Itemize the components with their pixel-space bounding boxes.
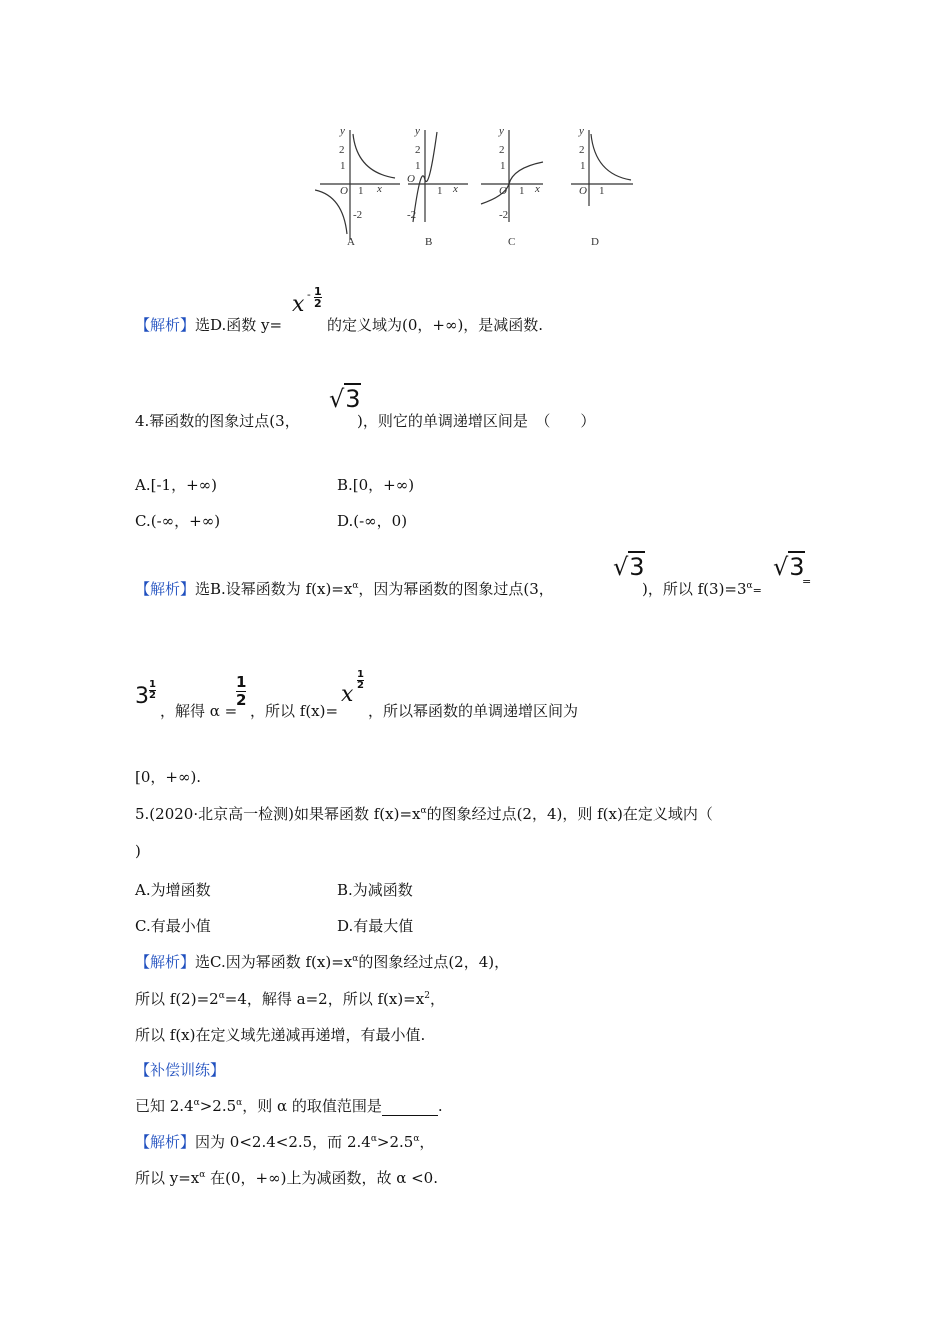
q3-expr-base: x: [292, 292, 305, 317]
extra-solution-line2: [135, 1167, 438, 1188]
q4-sol-x-exp: [357, 670, 364, 691]
q4-sol-exp-half: [149, 680, 156, 701]
q5-stem-line2: ): [135, 842, 141, 860]
graph-c-tick-x1: 1: [519, 185, 525, 197]
q4-option-d: D.(-∞，0): [337, 512, 408, 530]
graph-c: [481, 130, 543, 222]
q3-exp-den: 2: [314, 297, 322, 310]
graph-c-tick-2: 2: [499, 144, 505, 156]
q4-sol-alpha-den: 2: [236, 691, 247, 709]
q4-sol-p3: )，所以 f(3)=3: [642, 580, 747, 598]
q5-sol-l2sup: 2: [424, 991, 430, 1001]
graph-c-tick-neg2: -2: [499, 209, 509, 221]
q4-sol-alpha-num: 1: [236, 673, 247, 691]
graph-d-origin: O: [579, 185, 587, 197]
graph-d-tick-1: 1: [580, 160, 586, 172]
q4-sol-p9: [0，+∞).: [135, 768, 202, 786]
q4-sol-sqrt-arg-2: 3: [789, 553, 805, 581]
q3-solution-text: 选D.函数 y=: [195, 316, 283, 334]
extra-q-a: 已知 2.4: [135, 1097, 194, 1115]
answer-blank[interactable]: [382, 1101, 438, 1116]
q4-sol-p7: ，所以 f(x)=: [250, 702, 339, 720]
extra-s-alpha-1: α: [370, 1134, 377, 1144]
extra-s2b: 在(0，+∞)上为减函数，故 α <0.: [205, 1169, 438, 1187]
extra-s1b: >2.5: [376, 1133, 414, 1151]
q4-option-a: A.[-1，+∞): [135, 476, 217, 494]
q5-sol-l2c: ，: [429, 990, 445, 1008]
solution-tag: 【解析】: [135, 316, 196, 334]
extra-q-b: >2.5: [199, 1097, 237, 1115]
extra-s-alpha-2: α: [413, 1134, 420, 1144]
graph-figure: [315, 122, 645, 252]
q4-sol-x: x: [341, 682, 354, 707]
graph-b-tick-neg2: -2: [407, 209, 417, 221]
q5-sol-alpha: α: [352, 954, 359, 964]
graph-b-tick-1: 1: [415, 160, 421, 172]
extra-q-c: ，则 α 的取值范围是: [242, 1097, 382, 1115]
solution-tag: 【解析】: [135, 580, 196, 598]
graph-a-tick-x1: 1: [358, 185, 364, 197]
graph-d-tick-x1: 1: [599, 185, 605, 197]
graph-a-tick-neg2: -2: [353, 209, 363, 221]
graph-b-tick-2: 2: [415, 144, 421, 156]
solution-tag: 【解析】: [135, 1133, 196, 1151]
q4-sol-p1: 选B.设幂函数为 f(x)=x: [195, 580, 353, 598]
q4-sol-sqrt-2: √3: [773, 553, 805, 581]
q5-solution-line1: [135, 951, 509, 972]
q5-stem-alpha: α: [420, 806, 427, 816]
q3-expr-exponent: [314, 286, 322, 309]
q4-option-c: C.(-∞，+∞): [135, 512, 221, 530]
graph-c-origin: O: [499, 185, 507, 197]
q4-solution-line1b: [642, 578, 762, 599]
graph-b-origin: O: [407, 173, 415, 185]
q4-sol-base3: 3: [135, 684, 149, 709]
q4-stem-post: )，则它的单调递增区间是 （ ）: [357, 412, 596, 430]
q4-sol-alpha-2: α: [746, 581, 753, 591]
q4-sol-x-exp-num: 1: [357, 669, 364, 680]
solution-tag: 【解析】: [135, 953, 196, 971]
graph-a-caption: A: [347, 236, 355, 248]
extra-solution-line1: [135, 1131, 434, 1152]
q5-sol-l1b: 的图象经过点(2，4)，: [358, 953, 510, 971]
extra-s1c: ，: [419, 1133, 435, 1151]
q4-sol-p6: ，解得 α =: [160, 702, 238, 720]
q4-sol-eq-2: =: [802, 575, 812, 588]
graph-c-x-label: x: [535, 183, 540, 195]
q4-sol-sqrt-arg-1: 3: [629, 553, 645, 581]
q4-sqrt-arg: 3: [345, 385, 361, 413]
q4-sol-alpha-value: [236, 674, 246, 709]
q5-option-b: B.为减函数: [337, 881, 413, 899]
extra-q-alpha-2: α: [236, 1098, 243, 1108]
graph-a-y-label: y: [340, 125, 345, 137]
extra-s1a: 因为 0<2.4<2.5，而 2.4: [195, 1133, 371, 1151]
q4-option-b: B.[0，+∞): [337, 476, 415, 494]
q3-expr-sign: -: [307, 288, 311, 301]
graph-d-tick-2: 2: [579, 144, 585, 156]
q3-solution-post: 的定义域为(0，+∞)，是减函数.: [327, 316, 544, 334]
q4-sqrt: √3: [329, 385, 361, 413]
extra-question: [135, 1095, 443, 1116]
q5-sol-l1a: 选C.因为幂函数 f(x)=x: [195, 953, 353, 971]
extra-s-alpha-3: α: [199, 1170, 206, 1180]
q4-stem-pre: 4.幂函数的图象过点(3，: [135, 412, 300, 430]
q5-stem-post: 的图象经过点(2，4)，则 f(x)在定义域内（: [426, 805, 713, 823]
graph-c-tick-1: 1: [500, 160, 506, 172]
extra-q-d: .: [437, 1097, 443, 1115]
graph-b-caption: B: [425, 236, 433, 248]
q5-option-c: C.有最小值: [135, 917, 211, 935]
q4-sol-alpha: α: [352, 581, 359, 591]
q3-solution: [135, 314, 282, 335]
q4-sol-p8: ，所以幂函数的单调递增区间为: [368, 702, 579, 720]
graph-b-y-label: y: [415, 125, 420, 137]
graph-b-x-label: x: [453, 183, 458, 195]
graph-a-tick-2: 2: [339, 144, 345, 156]
q5-stem: [135, 803, 713, 824]
q5-option-d: D.有最大值: [337, 917, 414, 935]
q5-sol-alpha-2: α: [218, 991, 225, 1001]
q5-solution-line3: 所以 f(x)在定义域先递减再递增，有最小值.: [135, 1026, 426, 1044]
extra-tag: 【补偿训练】: [135, 1061, 226, 1079]
q5-sol-l2a: 所以 f(2)=2: [135, 990, 219, 1008]
graph-c-y-label: y: [499, 125, 504, 137]
q5-sol-l2b: =4，解得 a=2，所以 f(x)=x: [224, 990, 425, 1008]
graph-b-tick-x1: 1: [437, 185, 443, 197]
q5-solution-line2: [135, 988, 445, 1009]
q5-stem-text: 5.(2020·北京高一检测)如果幂函数 f(x)=x: [135, 805, 421, 823]
q4-sol-sqrt-1: √3: [613, 553, 645, 581]
q4-sol-x-exp-den: 2: [357, 680, 364, 691]
graph-a-origin: O: [340, 185, 348, 197]
q5-option-a: A.为增函数: [135, 881, 211, 899]
graph-a-tick-1: 1: [340, 160, 346, 172]
extra-s2a: 所以 y=x: [135, 1169, 200, 1187]
q4-solution-line1: [135, 578, 554, 599]
graph-a-x-label: x: [377, 183, 382, 195]
q4-sol-exp-den: 2: [149, 690, 156, 701]
extra-q-alpha-1: α: [193, 1098, 200, 1108]
q3-exp-num: 1: [314, 285, 322, 298]
graph-d-caption: D: [591, 236, 599, 248]
q4-sol-eq: =: [752, 584, 762, 597]
graph-d-y-label: y: [579, 125, 584, 137]
graph-c-caption: C: [508, 236, 516, 248]
q4-sol-p2: ，因为幂函数的图象过点(3，: [358, 580, 554, 598]
q4-sol-exp-num: 1: [149, 679, 156, 690]
